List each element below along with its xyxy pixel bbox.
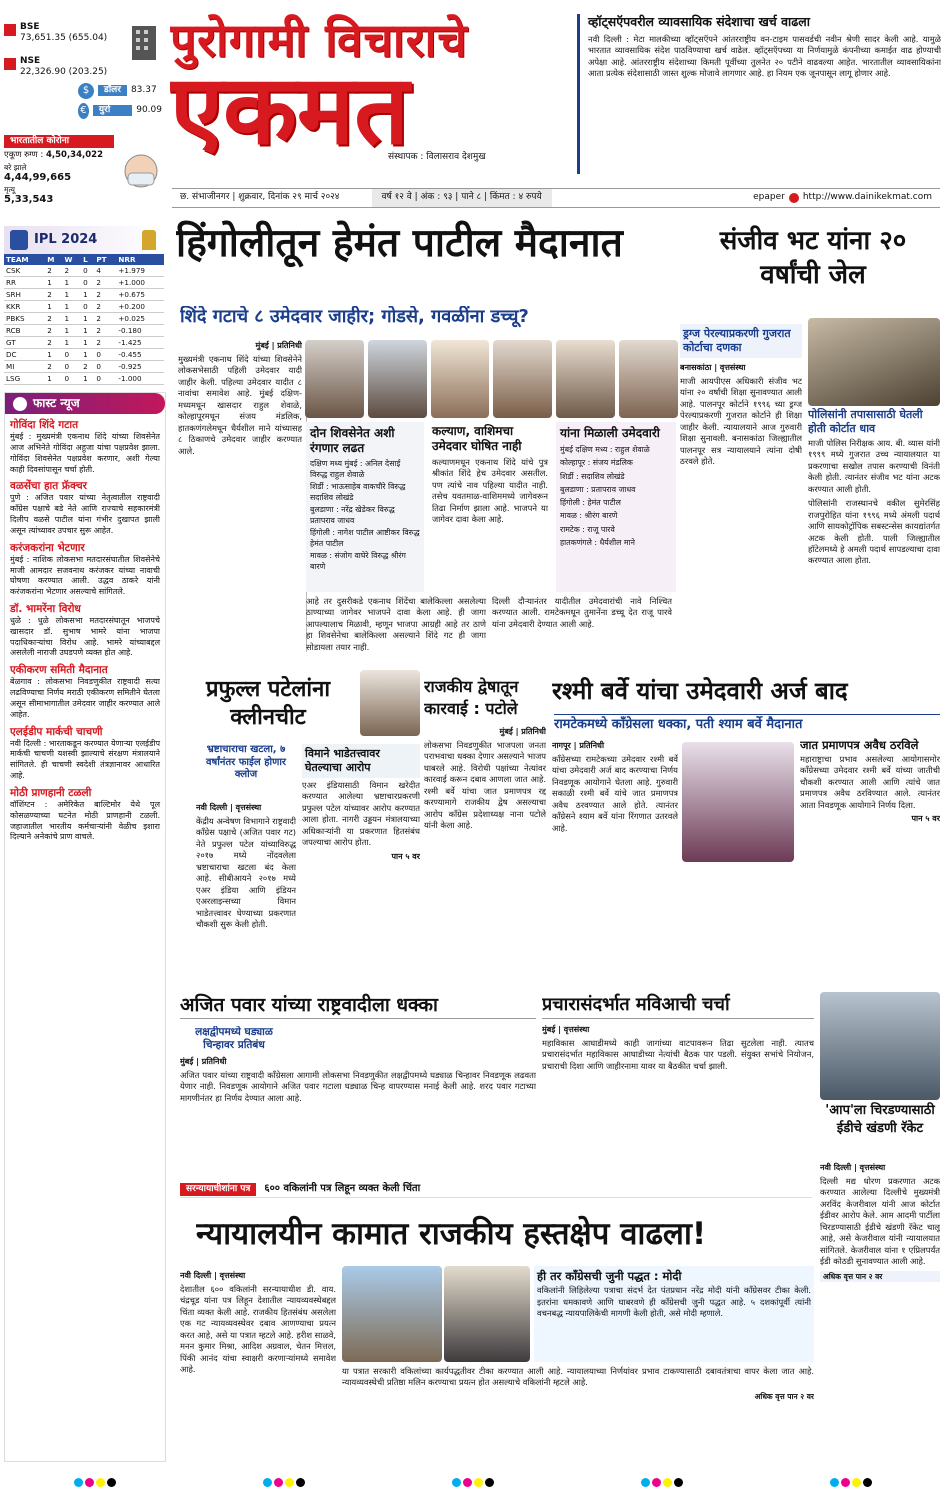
patole-body: लोकसभा निवडणुकीत भाजपला जनता पराभवाचा धक्का देणार असल्याने भाजप घाबरले आहे. विरोधी पक्षांच्या नेत्यांवर कारवाई करून दबाव आणला जात आहे. रश्मी बर्वे यांचा जात प्रमाणपत्र रद्द करण्यामागे राजकीय द्वेष असल्याचा आरोप काँग्रेस प्रदेशाध्यक्ष नाना पटोले यांनी केला आहे.	[424, 740, 546, 831]
patel-more[interactable]: पान ५ वर	[391, 851, 420, 861]
list-item: बुलडाणा : नरेंद्र खेडेकर विरुद्ध प्रतापराव जाधव	[310, 505, 395, 525]
dollar-label: डॉलर	[98, 85, 127, 96]
chandrachud-photo	[444, 1266, 530, 1362]
fast-news-body: धुळे : धुळे लोकसभा मतदारसंघातून भाजपचे खासदार डॉ. सुभाष भामरे यांना भाजपा पदाधिकाऱ्यांचा विरोध आहे. भामरे यांच्याबद्दल असलेली नाराजी उघडपणे व्यक्त होत आहे.	[10, 616, 160, 658]
bhatt-caption-body: माजी पोलिस निरीक्षक आय. बी. व्यास यांनी १९९९ मध्ये गुजरात उच्च न्यायालयात या प्रकरणाचा सखोल तपास करण्याची विनंती केली होती. त्यानंतर संजीव भट यांना अटक करण्यात आली होती.	[808, 438, 940, 494]
bhatt-body: माजी आयपीएस अधिकारी संजीव भट यांना २० वर्षांची शिक्षा सुनावण्यात आली आहे. पालनपूर कोर्टाने १९९६ च्या ड्रग्ज पेरल्याप्रकरणी गुजरात कोर्टाने ही शिक्षा जाहीर केली. न्यायालयाने आज गुरुवारी शिक्षा सुनावली. बनासकांठा जिल्ह्यातील पालनपूर सत्र न्यायालयाने त्यांना दोषी ठरवले होते.	[680, 376, 802, 467]
mva-body: महाविकास आघाडीमध्ये काही जागांच्या वाटपावरून तिढा सुटलेला नाही. त्यातच प्रचारासंदर्भात महाविकास आघाडीच्या नेत्यांची बैठक पार पडली. संयुक्त सभांचे नियोजन, प्रचाराची दिशा आणि जाहीरनामा यावर या बैठकीत चर्चा झाली.	[542, 1038, 814, 1071]
market-panel	[4, 22, 162, 140]
trophy-icon	[142, 230, 156, 250]
barve-box-body: महाराष्ट्राचा प्रभाव असलेल्या आयोगासमोर काँग्रेसच्या उमेदवार रश्मी बर्वे यांच्या जातीची चौकशी करण्यात आली आणि त्यांचे जात प्रमाणपत्र अवैध ठरविण्यात आले. त्यानंतर आता निवडणूक आयोगाने निर्णय दिला.	[800, 754, 940, 810]
ipl-cell: 1	[63, 277, 82, 289]
list-item: दक्षिण मध्य मुंबई : अनिल देसाई विरुद्ध राहुल शेवाळे	[310, 459, 401, 479]
patel-body: केंद्रीय अन्वेषण विभागाने राष्ट्रवादी काँग्रेस पक्षाचे (अजित पवार गट) नेते प्रफुल्ल पटेल यांच्याविरुद्ध २०१७ मध्ये नोंदवलेला भ्रष्टाचाराचा खटला बंद केला आहे. सीबीआयने २०१७ मध्ये एअर इंडिया आणि इंडियन एअरलाइन्सच्या विमान भाडेतत्त्वावर घेण्याच्या प्रकरणात चौकशी सुरू केली होती.	[196, 816, 296, 929]
modi-box-body: वकिलांनी लिहिलेल्या पत्राचा संदर्भ देत पंतप्रधान नरेंद्र मोदी यांनी काँग्रेसवर टीका केली. इतरांना धमकावणे आणि घाबरवणे ही काँग्रेसची जुनी पद्धत आहे. ५ दशकांपूर्वी त्यांनी वचनबद्ध न्यायपालिकेची मागणी केली होती, असे मोदी म्हणाले.	[537, 1285, 811, 1319]
list-item: मुंबई दक्षिण मध्य : राहुल शेवाळे	[560, 445, 650, 454]
fast-news-headline: गोविंदा शिंदे गटात	[10, 419, 79, 431]
ipl-cell: 2	[94, 289, 116, 301]
ipl-cell: 1	[81, 325, 94, 337]
lead-para-1: मुख्यमंत्री एकनाथ शिंदे यांच्या शिवसेनेने लोकसभेसाठी पहिली उमेदवार यादी जाहीर केली. पहिल्या उमेदवार यादीत ८ नावांचा समावेश आहे. मुंबई दक्षिण-मध्यमधून खासदार राहुल शेवाळे, कोल्हापूरमधून संजय मंडलिक, हातकणंगलेमधून धैर्यशील माने यांच्यासह ८ ठिकाणचे उमेदवार जाहीर करण्यात आले.	[178, 354, 302, 456]
euro-row	[4, 103, 162, 119]
ipl-col-header: TEAM	[4, 254, 45, 265]
ipl-row	[4, 277, 164, 289]
fast-news-title: फास्ट न्यूज	[33, 396, 80, 410]
patole-col	[424, 724, 546, 980]
masthead-founder: संस्थापक : विलासराव देशमुख	[388, 152, 486, 162]
aap-headline: 'आप'ला चिरडण्यासाठी ईडीचे खंडणी रॅकेट	[825, 1103, 935, 1136]
box-kalyan	[428, 422, 552, 592]
ipl-cell: KKR	[4, 301, 45, 313]
ipl-cell: -0.925	[116, 361, 164, 373]
barve-body: काँग्रेसच्या रामटेकच्या उमेदवार रश्मी बर्वे यांचा उमेदवारी अर्ज बाद करण्याचा निर्णय निवडणूक आयोगाने घेतला आहे. गुरुवारी सकाळी रश्मी बर्वे यांचे जात प्रमाणपत्र अवैध ठरवण्यात आले होते. त्यानंतर काँग्रेसने श्याम बर्वे यांना रिंगणात उतरवले आहे.	[552, 754, 678, 833]
ipl-logo-icon	[10, 230, 28, 250]
bhatt-byline: बनासकांठा | वृत्तसंस्था	[680, 363, 746, 372]
ajit-body: अजित पवार यांच्या राष्ट्रवादी काँग्रेसला आगामी लोकसभा निवडणुकीत लक्षद्वीपमध्ये घड्याळ चिन्हावर निवडणूक लढवता येणार नाही. निवडणूक आयोगाने अजित पवार गटाला घड्याळ चिन्ह वापरण्यास मनाई केली आहे. शरद पवार गटाच्या मागणीनंतर हा निर्णय देण्यात आला आहे.	[180, 1070, 536, 1103]
box-two-shivsena	[306, 422, 424, 592]
aap-body: दिल्ली मद्य धोरण प्रकरणात अटक करण्यात आलेल्या दिल्लीचे मुख्यमंत्री अरविंद केजरीवाल यांनी आज कोर्टात ईडीवर आरोप केले. आम आदमी पार्टीला चिरडण्यासाठी ईडीचे खंडणी रॅकेट चालू आहे, असे केजरीवाल यांनी न्यायालयात सांगितले. केजरीवाल यांना १ एप्रिलपर्यंत ईडी कोठडी सुनावण्यात आली आहे.	[820, 1176, 940, 1267]
barve-byline: नागपूर | प्रतिनिधी	[552, 741, 605, 750]
ipl-panel	[4, 226, 164, 386]
ipl-cell: 2	[45, 289, 62, 301]
list-item: शिर्डी : सदाशिव लोखंडे	[560, 471, 625, 481]
nse-value: 22,326.90 (203.25)	[20, 67, 108, 78]
box-two-list	[310, 459, 420, 572]
fast-news-body: वॉशिंग्टन : अमेरिकेत बाल्टिमोर येथे पूल कोसळण्याच्या घटनेत मोठी प्राणहानी टळली. जहाजातील भारतीय कर्मचाऱ्यांनी वेळीच इशारा दिल्याने अनेकांचे प्राण वाचले.	[10, 800, 160, 842]
aap-byline: नवी दिल्ली | वृत्तसंस्था	[820, 1163, 886, 1172]
ipl-cell: 1	[45, 349, 62, 361]
barve-more[interactable]: पान ५ वर	[911, 814, 940, 824]
covid-deaths-value: 5,33,543	[4, 194, 54, 206]
fast-news-headline: वळसेंचा हात फ्रॅक्चर	[10, 480, 87, 493]
masthead-name: एकमत	[170, 53, 409, 166]
lead-para-3: दिल्ली दौऱ्यानंतर यादीतील उमेदवारांची नावे निश्चित करण्यात आली. रामटेकमधून तुमानेंना डच्चू देत राजू पारवे यांना उमेदवारी देण्यात आली आहे.	[492, 596, 672, 629]
candidate-photo-5	[556, 340, 615, 418]
kejriwal-photo	[820, 992, 940, 1100]
list-item: शिर्डी : भाऊसाहेब वाकचौरे विरुद्ध सदाशिव लोखंडे	[310, 482, 406, 502]
fast-news-column	[4, 392, 166, 1462]
list-item: मावळ : श्रीरंग बारणे	[560, 511, 618, 521]
ipl-cell: +0.200	[116, 301, 164, 313]
lawyers-kicker: ६०० वकिलांनी पत्र लिहून व्यक्त केली चिंता	[264, 1183, 421, 1195]
color-dots-1	[73, 1478, 117, 1491]
ipl-cell: 2	[45, 337, 62, 349]
dateline-epaper[interactable]: epaper	[753, 192, 785, 203]
ipl-cell: 0	[63, 373, 82, 385]
candidate-photo-2	[368, 340, 427, 418]
patel-byline: नवी दिल्ली | वृत्तसंस्था	[196, 803, 262, 812]
ipl-cell: 2	[94, 313, 116, 325]
ipl-cell: 1	[63, 337, 82, 349]
bhatt-col2	[808, 408, 940, 660]
fast-news-headline: एलईडीप मार्कची चाचणी	[10, 725, 103, 738]
ipl-cell: 2	[94, 277, 116, 289]
covid-deaths-label: मृत्यू	[4, 184, 16, 194]
mva-byline: मुंबई | वृत्तसंस्था	[542, 1025, 590, 1034]
fast-news-body: बेळगाव : लोकसभा निवडणुकीत राष्ट्रवादी सत्या लढविण्याचा निर्णय मराठी एकीकरण समितीने घेतला असून सीमाभागातील उमेदवार जाहीर करण्यात आले आहेत.	[10, 677, 160, 719]
box-kalyan-body: कल्याणमधून एकनाथ शिंदे यांचे पुत्र श्रीकांत शिंदे हेच उमेदवार असतील. पण त्यांचे नाव पहिल्या यादीत नाही. तसेच यवतमाळ-वाशिममध्ये जागेवरून तिढा निर्माण झाला आहे. भाजपने या जागेवर दावा केला आहे.	[432, 457, 548, 525]
euro-label: युरो	[93, 105, 132, 116]
ipl-cell: 1	[45, 373, 62, 385]
dateline-city-date: छ. संभाजीनगर | शुक्रवार, दिनांक २९ मार्च २०२४	[180, 192, 340, 203]
ipl-col-header: L	[81, 254, 94, 265]
box-kalyan-title: कल्याण, वाशिमचा उमेदवार घोषित नाही	[432, 424, 522, 453]
ipl-cell: 2	[94, 337, 116, 349]
ipl-cell: 0	[81, 265, 94, 277]
ipl-cell: 1	[45, 277, 62, 289]
ajit-byline: मुंबई | प्रतिनिधी	[180, 1057, 227, 1066]
lead-para-2: आहे तर दुसरीकडे एकनाथ शिंदेंचा बालेकिल्ला असलेल्या ठाण्याच्या जागेवर भाजपने दावा केला आहे. ही जागा आपल्यालाच मिळावी, म्हणून भाजपा आग्रही आहे तर ठाणे हा शिवसेनेचा बालेकिल्ला असल्याने शिंदे गट ही जागा सोडायला तयार नाही.	[306, 596, 486, 652]
ipl-cell: 0	[63, 349, 82, 361]
color-dots-2	[262, 1478, 306, 1491]
bse-label: BSE	[20, 22, 40, 32]
fast-news-headline: मोठी प्राणहानी टळली	[10, 786, 92, 799]
aap-more[interactable]: अधिक वृत्त पान २ वर	[820, 1271, 940, 1282]
ipl-cell: 1	[63, 325, 82, 337]
covid-title: भारतातील कोरोना	[4, 135, 114, 148]
ajit-sub: लक्षद्वीपमध्ये घड्याळ चिन्हावर प्रतिबंध	[195, 1026, 273, 1052]
ipl-cell: +1.979	[116, 265, 164, 277]
covid-total-label: एकूण रुग्ण	[4, 150, 38, 161]
ipl-cell: -1.425	[116, 337, 164, 349]
list-item: बुलडाणा : प्रतापराव जाधव	[560, 484, 636, 494]
patole-headline: राजकीय द्वेषातून कारवाई : पटोले	[424, 677, 519, 718]
bse-up-icon	[4, 24, 16, 36]
lawyers-headline: न्यायालयीन कामात राजकीय हस्तक्षेप वाढला!	[196, 1216, 707, 1252]
ipl-cell: -0.180	[116, 325, 164, 337]
lead-byline: मुंबई | प्रतिनिधी	[255, 341, 302, 350]
bhatt-kicker: ड्रग्ज पेरल्याप्रकरणी गुजरात कोर्टाचा दणका	[680, 324, 802, 358]
ipl-cell: 1	[81, 313, 94, 325]
ipl-col-header: M	[45, 254, 62, 265]
barve-box	[800, 738, 940, 980]
ipl-cell: SRH	[4, 289, 45, 301]
ipl-cell: 2	[45, 361, 62, 373]
ipl-cell: 2	[45, 325, 62, 337]
ipl-cell: 2	[81, 361, 94, 373]
ipl-cell: 1	[63, 313, 82, 325]
box-candidates-title: यांना मिळाली उमेदवारी	[560, 426, 660, 440]
bse-building-icon	[126, 22, 162, 62]
fast-news-body: नवी दिल्ली : भारताकडून करण्यात येणाऱ्या एलईडीप मार्कची चाचणी यशस्वी झाल्याचे संरक्षण मंत्रालयाने सांगितले. ही चाचणी स्वदेशी तंत्रज्ञानावर आधारित आहे.	[10, 738, 160, 781]
bhatt-photo	[808, 318, 940, 406]
candidate-photo-6	[619, 340, 678, 418]
lightning-icon	[13, 397, 27, 411]
ipl-cell: 1	[81, 289, 94, 301]
fast-news-header	[5, 393, 165, 414]
list-item: हातकणंगले : धैर्यशील माने	[560, 538, 635, 548]
ipl-cell: +1.000	[116, 277, 164, 289]
ipl-cell: MI	[4, 361, 45, 373]
list-item: हिंगोली : नागेश पाटील आष्टीकर विरुद्ध हेमंत पाटील	[310, 528, 420, 548]
ipl-col-header: NRR	[116, 254, 164, 265]
patel-headline: प्रफुल्ल पटेलांना क्लीनचीट	[205, 677, 331, 730]
dateline-bar	[172, 188, 940, 208]
lead-col-bottom	[306, 596, 672, 666]
ipl-cell: 2	[45, 265, 62, 277]
barve-headline: रश्मी बर्वे यांचा उमेदवारी अर्ज बाद	[552, 677, 848, 705]
ipl-cell: LSG	[4, 373, 45, 385]
euro-icon: €	[78, 103, 89, 119]
box-candidates-list	[560, 444, 672, 548]
dollar-row	[4, 83, 162, 99]
bhatt-caption: पोलिसांनी तपासासाठी घेतली होती कोर्टात धाव	[808, 408, 923, 435]
mva-col	[542, 1022, 814, 1174]
mva-headline: प्रचारासंदर्भात मविआची चर्चा	[542, 992, 814, 1019]
ipl-cell: 2	[45, 313, 62, 325]
lawyers-col1	[180, 1268, 336, 1458]
covid-recovered-value: 4,44,99,665	[4, 172, 72, 184]
ipl-row	[4, 361, 164, 373]
bse-value: 73,651.35 (655.04)	[20, 33, 108, 44]
barve-sub: रामटेकमध्ये काँग्रेसला धक्का, पती श्याम बर्वे मैदानात	[554, 714, 940, 733]
bhatt-headline: संजीव भट यांना २० वर्षांची जेल	[719, 226, 907, 290]
whatsapp-story	[577, 14, 941, 174]
globe-icon	[789, 193, 799, 203]
ipl-cell: 4	[94, 265, 116, 277]
ipl-cell: RCB	[4, 325, 45, 337]
list-item: हिंगोली : हेमंत पाटील	[560, 498, 621, 508]
ipl-cell: 1	[81, 349, 94, 361]
barve-photo	[682, 742, 794, 862]
list-item: मावळ : संजोग वाघेरे विरुद्ध श्रीरंग बारणे	[310, 551, 406, 571]
candidate-photo-1	[305, 340, 364, 418]
mask-face-icon	[118, 149, 164, 199]
patel-box-body: एअर इंडियासाठी विमान खरेदीत करण्यात आलेल्या भ्रष्टाचारप्रकरणी प्रफुल्ल पटेल यांच्यावर आरोप करण्यात आला होता. नागरी उड्डयन मंत्रालयाच्या अधिकाऱ्यांनी या प्रकरणात हितसंबंध जपल्याचा आरोप होता.	[302, 780, 420, 848]
covid-total-value: 4,50,34,022	[45, 150, 103, 161]
box-candidates	[556, 422, 676, 592]
patel-col1	[196, 800, 296, 980]
fast-news-list	[5, 419, 165, 843]
box-two-title: दोन शिवसेनेत अशी रंगणार लढत	[310, 426, 395, 455]
fast-news-headline: करंजकरांना भेटणार	[10, 541, 85, 554]
dateline-url[interactable]: http://www.dainikekmat.com	[802, 192, 932, 203]
list-item: रामटेक : राजू पारवे	[560, 524, 615, 534]
ipl-cell: CSK	[4, 265, 45, 277]
ipl-cell: 2	[63, 265, 82, 277]
patel-box	[302, 744, 420, 980]
lead-photos	[305, 340, 678, 418]
fast-news-body: मुंबई : मुख्यमंत्री एकनाथ शिंदे यांच्या शिवसेनेत आज अभिनेते गोविंदा अहुजा यांचा पक्षप्रवेश झाला. गोविंदा शिवसेनेत पक्षप्रवेश करणार, अशी गेल्या काही दिवसांपासून चर्चा होती.	[10, 432, 160, 474]
modi-box	[534, 1266, 814, 1362]
ipl-cell: 0	[94, 373, 116, 385]
ipl-table	[4, 254, 164, 385]
whatsapp-body: नवी दिल्ली : मेटा मालकीच्या व्हॉट्सऍपने आंतरराष्ट्रीय वन-टाइम पासवर्डची नवीन श्रेणी सादर केली आहे. यामुळे भारतात व्यावसायिक संदेश पाठविण्याचा खर्च वाढेल. व्हॉट्सऍपच्या या निर्णयामुळे कंपनीच्या कमाईत वाढ होण्याची अपेक्षा आहे. आंतरराष्ट्रीय संदेशाच्या किमती पूर्वीच्या तुलनेत २० पटीने वाढवल्या आहेत. भारतातील व्यावसायिकांना आता प्रत्येक संदेशासाठी जास्त शुल्क मोजावे लागणार आहे. हा नियम एक जूनपासून लागू होणार आहे.	[588, 33, 941, 78]
dollar-icon: $	[78, 83, 94, 99]
ipl-header	[4, 226, 164, 254]
ipl-row	[4, 337, 164, 349]
patole-byline: मुंबई | प्रतिनिधी	[499, 727, 546, 736]
fast-news-body: मुंबई : नाशिक लोकसभा मतदारसंघातील शिवसेनेचे माजी आमदार सजवनाथ करंजकर यांच्या नावाची घोषणा करण्यात आली. उद्धव ठाकरे यांनी करंजकरांना भेटणार असल्याचे सांगितले.	[10, 554, 160, 597]
fast-news-headline: एकीकरण समिती मैदानात	[10, 664, 108, 677]
list-item: कोल्हापूर : संजय मंडलिक	[560, 458, 633, 468]
ipl-cell: 0	[63, 361, 82, 373]
lawyers-more[interactable]: अधिक वृत्त पान २ वर	[754, 1391, 814, 1401]
patel-box-title: विमाने भाडेतत्त्वावर घेतल्याचा आरोप	[302, 744, 420, 778]
covid-recovered-label: बरे झाले	[4, 162, 27, 172]
ipl-cell: +0.025	[116, 313, 164, 325]
fast-news-body: पुणे : अजित पवार यांच्या नेतृत्वातील राष्ट्रवादी काँग्रेस पक्षाचे बडे नेते आणि राज्याचे सहकारमंत्री दिलीप वळसे पाटील यांना गंभीर दुखापत झाली असून त्यांच्यावर उपचार सुरू आहेत.	[10, 493, 160, 535]
registration-marks	[0, 1474, 945, 1496]
aap-col	[820, 1160, 940, 1456]
ipl-cell: +0.675	[116, 289, 164, 301]
ipl-row	[4, 349, 164, 361]
ipl-cell: 1	[63, 301, 82, 313]
ipl-row	[4, 325, 164, 337]
supreme-court-photo	[342, 1266, 442, 1362]
masthead	[170, 14, 570, 174]
modi-box-title: ही तर काँग्रेसची जुनी पद्धत : मोदी	[537, 1269, 682, 1283]
color-dots-3	[451, 1478, 495, 1491]
lead-headline: हिंगोलीतून हेमंत पाटील मैदानात	[176, 221, 623, 266]
ipl-cell: GT	[4, 337, 45, 349]
nse-label: NSE	[20, 56, 41, 66]
candidate-photo-3	[431, 340, 490, 418]
ipl-row	[4, 265, 164, 277]
lawyers-body-2: या पत्रात सरकारी वकिलांच्या कार्यपद्धतीवर टीका करण्यात आली आहे. न्यायालयाच्या निर्णयांवर प्रभाव टाकण्यासाठी दबावतंत्राचा वापर केला जात आहे. न्यायव्यवस्थेची प्रतिष्ठा मलिन करण्याचा प्रयत्न होत असल्याचे वकिलांनी म्हटले आहे.	[342, 1366, 814, 1388]
nse-up-icon	[4, 58, 16, 70]
lawyers-tagbar	[180, 1182, 812, 1198]
ajit-col	[180, 1054, 536, 1174]
dateline-issue: वर्ष १२ वे | अंक : ९३ | पाने ८ | किंमत : ४ रुपये	[372, 189, 552, 206]
ipl-cell: 2	[94, 301, 116, 313]
color-dots-4	[640, 1478, 684, 1491]
lawyers-col2	[342, 1366, 814, 1456]
ipl-row	[4, 373, 164, 385]
barve-col1	[552, 738, 678, 980]
lead-subhead: शिंदे गटाचे ८ उमेदवार जाहीर; गोडसे, गवळींना डच्चू?	[180, 306, 529, 327]
ipl-cell: 0	[81, 277, 94, 289]
ipl-row	[4, 301, 164, 313]
lawyers-tag: सरन्यायाधीशांना पत्र	[180, 1183, 256, 1196]
candidate-photo-4	[493, 340, 552, 418]
ipl-col-header: W	[63, 254, 82, 265]
ipl-cell: DC	[4, 349, 45, 361]
patel-photo	[360, 670, 420, 736]
bhatt-body-2: पोलिसांनी राजस्थानचे वकील सुमेरसिंह राजपुरोहित यांना १९९६ मध्ये अंमली पदार्थ आणि सायकोट्रॉपिक सबस्टन्सेस कायद्यांतर्गत अटक केली होती. पाली जिल्ह्यातील हॉटेलमध्ये हे अमली पदार्थ सापडल्याचा दावा करण्यात आला होता.	[808, 498, 940, 566]
ipl-cell: 1	[81, 337, 94, 349]
ipl-cell: -1.000	[116, 373, 164, 385]
color-dots-5	[829, 1478, 873, 1491]
ajit-headline: अजित पवार यांच्या राष्ट्रवादीला धक्का	[180, 992, 536, 1019]
ipl-cell: RR	[4, 277, 45, 289]
lead-col1	[178, 338, 302, 660]
ipl-title: IPL 2024	[34, 231, 98, 247]
ipl-cell: -0.455	[116, 349, 164, 361]
ipl-row	[4, 313, 164, 325]
barve-box-title: जात प्रमाणपत्र अवैध ठरविले	[800, 738, 919, 752]
lawyers-body: देशातील ६०० वकिलांनी सरन्यायाधीश डी. वाय. चंद्रचूड यांना पत्र लिहून देशातील न्यायव्यवस्थेबद्दल चिंता व्यक्त केली आहे. राजकीय हितसंबंध असलेला एक गट न्यायव्यवस्थेवर दबाव आणण्याचा प्रयत्न करत आहे, असे या पत्रात म्हटले आहे. हरीश साळवे, मनन कुमार मिश्रा, आदिश अग्रवाल, चेतन मित्तल, पिंकी आनंद यांचा स्वाक्षरी करणाऱ्यांमध्ये समावेश आहे.	[180, 1284, 336, 1375]
ipl-col-header: PT	[94, 254, 116, 265]
ipl-cell: PBKS	[4, 313, 45, 325]
masthead-tagline: पुरोगामी विचाराचे	[170, 14, 468, 67]
ipl-cell: 1	[81, 373, 94, 385]
dollar-value: 83.37	[130, 84, 157, 95]
ipl-cell: 1	[63, 289, 82, 301]
ipl-cell: 2	[94, 325, 116, 337]
ipl-cell: 0	[94, 349, 116, 361]
euro-value: 90.09	[136, 104, 162, 115]
covid-panel	[4, 135, 164, 225]
bhatt-col1	[680, 360, 802, 660]
fast-news-headline: डॉ. भामरेंना विरोध	[10, 602, 81, 615]
patel-sub: भ्रष्टाचाराचा खटला, ७ वर्षांनंतर फाईल होणार क्लोज	[205, 744, 287, 780]
covid-total: एकूण रुग्ण : 4,50,34,022	[4, 150, 103, 161]
ipl-row	[4, 289, 164, 301]
lawyers-byline: नवी दिल्ली | वृत्तसंस्था	[180, 1271, 246, 1280]
ipl-cell: 0	[94, 361, 116, 373]
whatsapp-headline: व्हॉट्सऍपवरील व्यावसायिक संदेशाचा खर्च वाढला	[588, 14, 811, 29]
ipl-cell: 1	[45, 301, 62, 313]
ipl-cell: 0	[81, 301, 94, 313]
